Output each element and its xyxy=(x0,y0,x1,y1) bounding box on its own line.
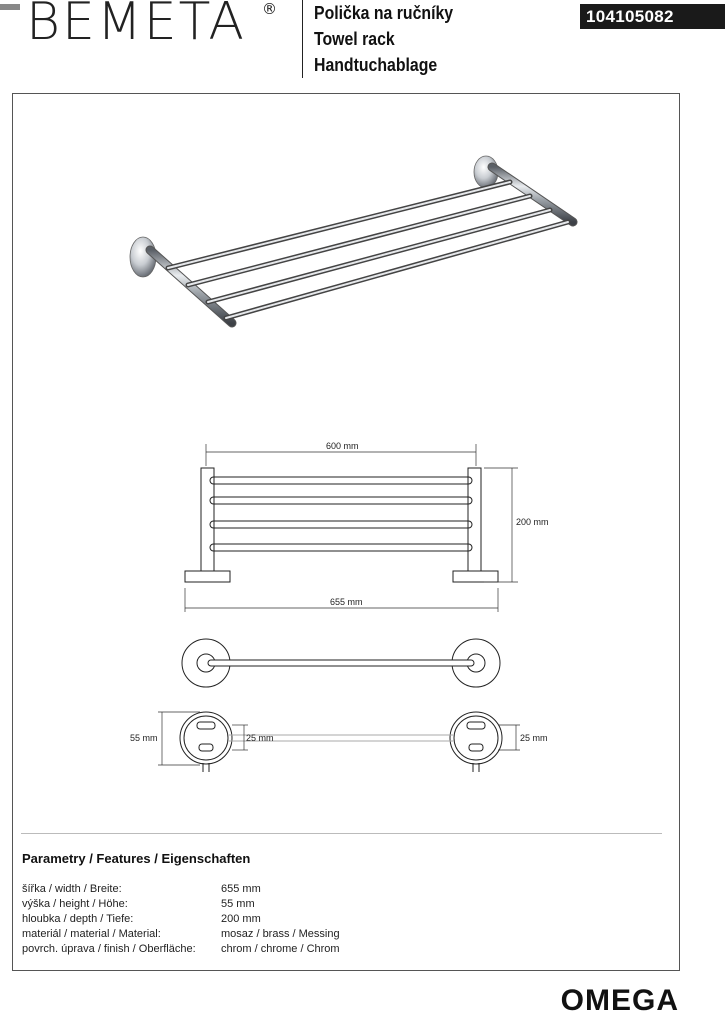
params-table xyxy=(22,883,442,958)
brand-name: BEMETA xyxy=(26,0,246,52)
dim-width-total: 655 mm xyxy=(330,597,363,607)
top-view xyxy=(182,639,500,687)
param-value: mosaz / brass / Messing xyxy=(221,928,340,940)
param-value: chrom / chrome / Chrom xyxy=(221,943,340,955)
param-key: šířka / width / Breite: xyxy=(22,883,122,895)
dim-height: 200 mm xyxy=(516,517,549,527)
param-value: 55 mm xyxy=(221,898,255,910)
title-cs: Polička na ručníky xyxy=(314,3,454,23)
side-view xyxy=(180,712,502,772)
towel-rods xyxy=(168,182,568,318)
param-row xyxy=(22,928,442,943)
registered-mark: ® xyxy=(262,0,277,18)
dim-gap-left: 25 mm xyxy=(246,733,274,743)
param-row xyxy=(22,883,442,898)
title-en: Towel rack xyxy=(314,29,395,49)
param-row xyxy=(22,943,442,958)
title-de: Handtuchablage xyxy=(314,55,438,75)
param-row xyxy=(22,898,442,913)
param-key: výška / height / Höhe: xyxy=(22,898,128,910)
dim-gap-right: 25 mm xyxy=(520,733,548,743)
section-divider xyxy=(21,833,662,834)
param-key: materiál / material / Material: xyxy=(22,928,161,940)
front-view xyxy=(185,468,498,582)
params-heading: Parametry / Features / Eigenschaften xyxy=(22,851,251,866)
dim-width-bar: 600 mm xyxy=(326,441,359,451)
param-value: 655 mm xyxy=(221,883,261,895)
param-key: povrch. úprava / finish / Oberfläche: xyxy=(22,943,196,955)
dim-height-side: 55 mm xyxy=(130,733,158,743)
param-key: hloubka / depth / Tiefe: xyxy=(22,913,134,925)
product-photo xyxy=(130,156,573,323)
param-row xyxy=(22,913,442,928)
product-code-badge: 104105082 xyxy=(580,4,725,29)
series-name: OMEGA xyxy=(560,984,679,1017)
param-value: 200 mm xyxy=(221,913,261,925)
